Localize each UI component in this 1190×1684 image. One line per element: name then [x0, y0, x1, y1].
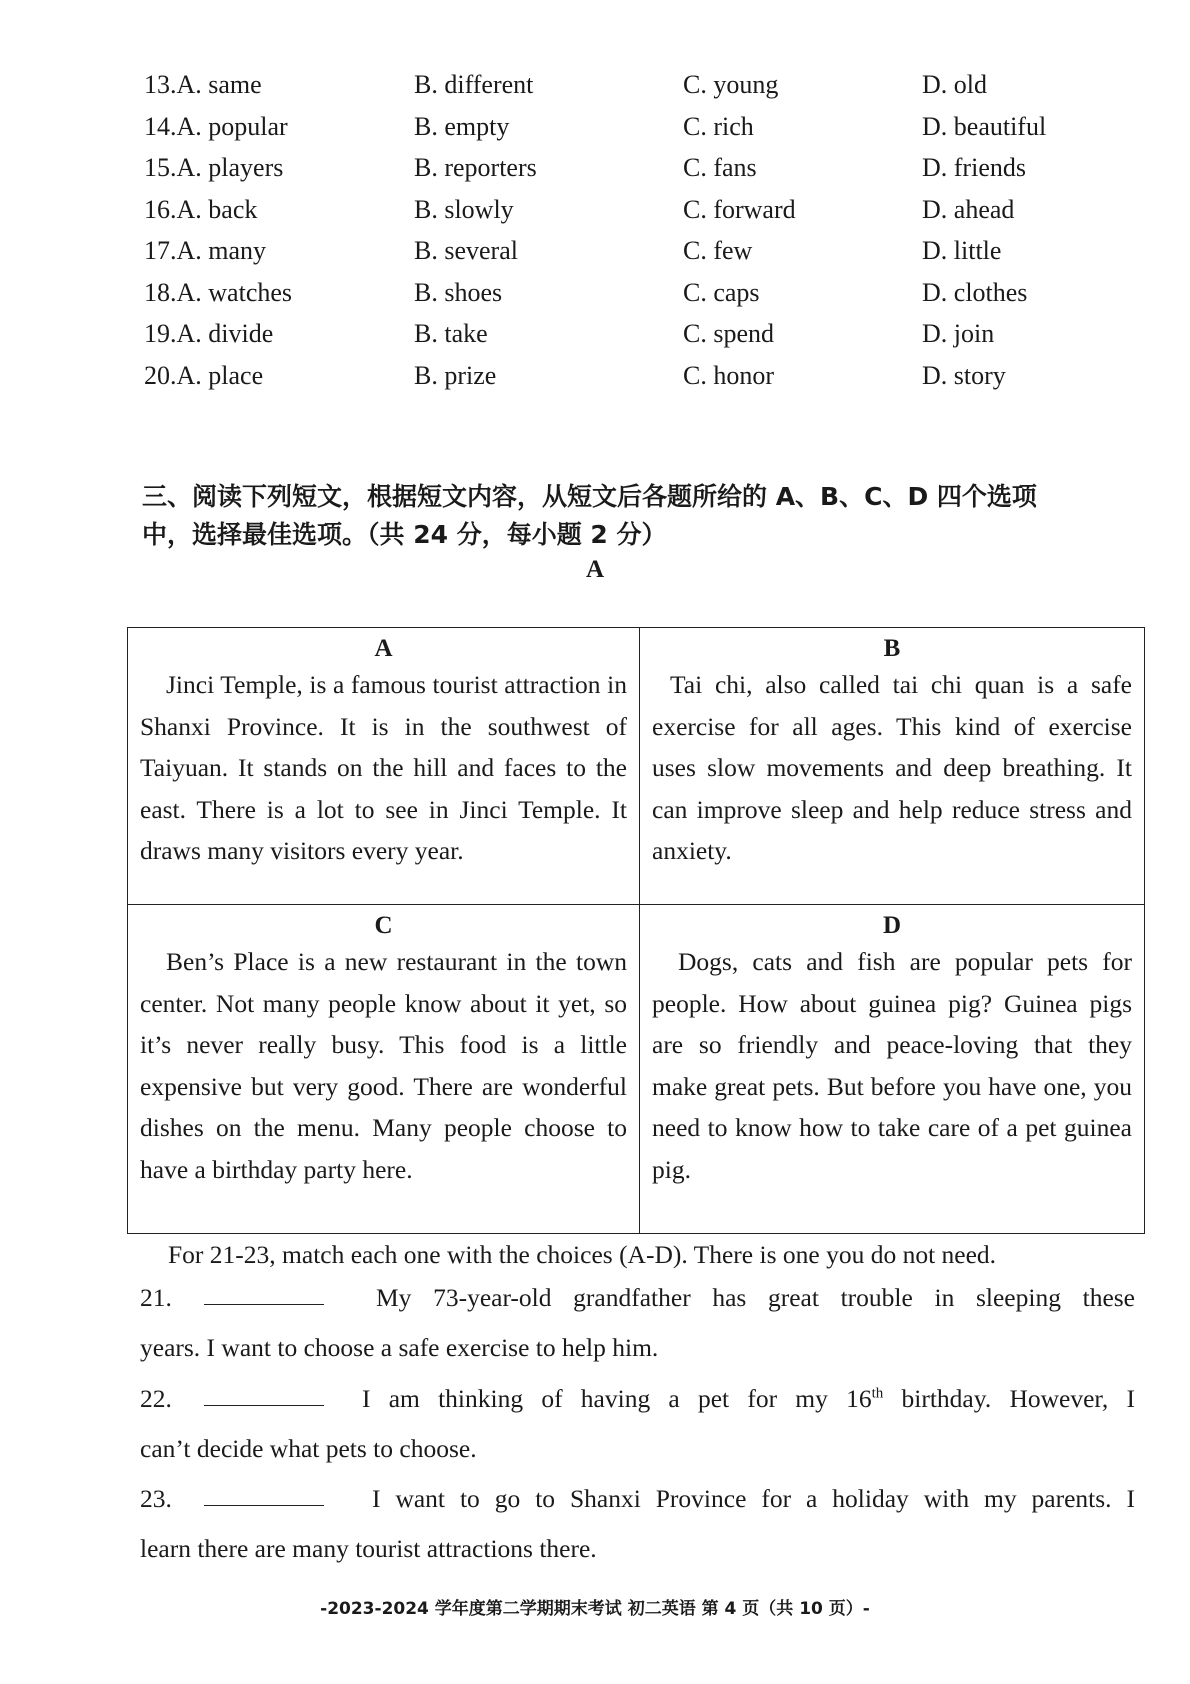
- question-text-line1: My 73-year-old grandfather has great trouble in sleeping these: [376, 1283, 1135, 1312]
- option-d: D. friends: [922, 153, 1026, 182]
- question-text-line2: learn there are many tourist attractions there.: [140, 1534, 597, 1563]
- answer-blank[interactable]: [204, 1505, 324, 1506]
- option-c: C. spend: [683, 319, 774, 348]
- choice-list: [144, 70, 1104, 402]
- question-number: 23.: [140, 1484, 172, 1513]
- table-cell-a: [128, 628, 640, 905]
- passage-table: [127, 627, 1145, 1234]
- superscript-th: th: [871, 1385, 884, 1402]
- option-d: D. join: [922, 319, 995, 348]
- option-a: 16.A. back: [144, 194, 258, 224]
- table-cell-c: [128, 905, 640, 1233]
- option-d: D. story: [922, 360, 1006, 390]
- option-a: 17.A. many: [144, 236, 267, 265]
- choice-row-20: [144, 361, 1104, 403]
- instruction-text: For 21-23, match each one with the choices (A-D). There is one you do not need.: [168, 1240, 997, 1269]
- option-a: 20.A. place: [144, 360, 264, 390]
- question-text-line2: years. I want to choose a safe exercise to help him.: [140, 1333, 659, 1362]
- option-b: B. take: [414, 319, 488, 348]
- option-c: C. honor: [683, 360, 774, 390]
- choice-row-16: [144, 195, 1104, 237]
- option-a: 18.A. watches: [144, 277, 293, 307]
- choice-row-19: [144, 319, 1104, 361]
- choice-row-13: [144, 70, 1104, 112]
- option-a: 15.A. players: [144, 153, 284, 182]
- choice-row-14: [144, 112, 1104, 154]
- option-c: C. few: [683, 236, 753, 265]
- option-c: C. young: [683, 70, 779, 99]
- question-23: [140, 1474, 1135, 1574]
- choice-row-17: [144, 236, 1104, 278]
- question-text-line2: can’t decide what pets to choose.: [140, 1434, 477, 1463]
- question-22: [140, 1374, 1135, 1474]
- question-number: 21.: [140, 1283, 172, 1312]
- cell-letter: A: [374, 635, 393, 662]
- choice-row-15: [144, 153, 1104, 195]
- table-cell-b: [640, 628, 1144, 905]
- question-number: 22.: [140, 1384, 172, 1413]
- option-d: D. beautiful: [922, 111, 1047, 141]
- option-d: D. little: [922, 236, 1002, 265]
- cell-text: Jinci Temple, is a famous tourist attraction in Shanxi Province. It is in the southwest of Taiyuan. It stands on the hill and faces to the east. There is a lot to see in Jinci Temple. It draws many visitors every year.: [140, 670, 627, 865]
- page-footer: -2023-2024 学年度第二学期期末考试 初二英语 第 4 页（共 10 页）-: [320, 1599, 870, 1619]
- option-b: B. reporters: [414, 153, 537, 182]
- option-b: B. different: [414, 70, 534, 99]
- option-c: C. forward: [683, 194, 796, 224]
- table-cell-d: [640, 905, 1144, 1233]
- option-b: B. shoes: [414, 277, 503, 307]
- option-a: 13.A. same: [144, 70, 262, 99]
- option-d: D. ahead: [922, 194, 1015, 224]
- option-a: 19.A. divide: [144, 319, 274, 348]
- answer-blank[interactable]: [204, 1405, 324, 1406]
- passage-letter: A: [585, 556, 605, 583]
- option-b: B. prize: [414, 360, 497, 390]
- question-21: [140, 1273, 1135, 1373]
- option-c: C. rich: [683, 111, 754, 141]
- question-text-post: birthday. However, I: [883, 1384, 1135, 1413]
- cell-text: Ben’s Place is a new restaurant in the town center. Not many people know about it yet, so it’s never really busy. This food is a little expensive but very good. There are wonderful dishes on the menu. Many people choose to have a birthday party here.: [140, 947, 627, 1184]
- cell-text: Tai chi, also called tai chi quan is a safe exercise for all ages. This kind of exercise uses slow movements and deep breathing. It can improve sleep and help reduce stress and anxiety.: [652, 670, 1132, 865]
- cell-letter: D: [882, 912, 902, 939]
- option-b: B. several: [414, 236, 518, 265]
- option-b: B. empty: [414, 111, 510, 141]
- answer-blank[interactable]: [204, 1304, 324, 1305]
- question-text-pre: I am thinking of having a pet for my 16: [362, 1384, 872, 1413]
- cell-letter: B: [883, 635, 901, 662]
- question-text-line1: [140, 1374, 1135, 1424]
- section-header: 三、阅读下列短文，根据短文内容，从短文后各题所给的 A、B、C、D 四个选项中，选择最佳选项。（共 24 分，每小题 2 分）: [142, 482, 1037, 549]
- option-c: C. fans: [683, 153, 757, 182]
- cell-letter: C: [374, 912, 393, 939]
- option-a: 14.A. popular: [144, 111, 288, 141]
- question-text-line1: I want to go to Shanxi Province for a holiday with my parents. I: [372, 1484, 1135, 1513]
- choice-row-18: [144, 278, 1104, 320]
- option-d: D. old: [922, 70, 987, 99]
- option-d: D. clothes: [922, 277, 1028, 307]
- option-b: B. slowly: [414, 194, 514, 224]
- option-c: C. caps: [683, 277, 760, 307]
- cell-text: Dogs, cats and fish are popular pets for people. How about guinea pig? Guinea pigs are so friendly and peace-loving that they make great pets. But before you have one, you need to know how to take care of a pet guinea pig.: [652, 947, 1132, 1184]
